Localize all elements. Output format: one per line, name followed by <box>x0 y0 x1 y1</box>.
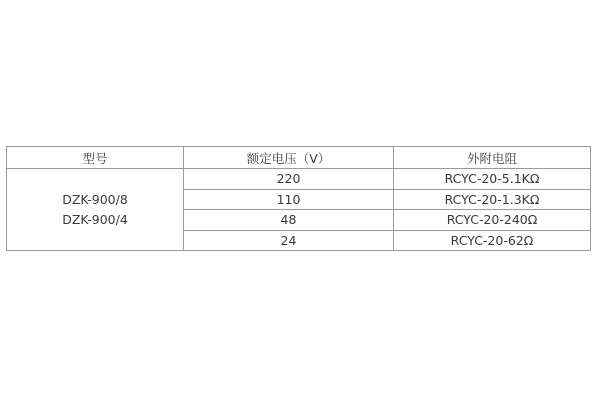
voltage-cell: 48 <box>184 210 394 231</box>
spec-table <box>6 146 591 251</box>
resistance-cell: RCYC-20-240Ω <box>394 210 591 231</box>
resistance-cell: RCYC-20-5.1KΩ <box>394 169 591 190</box>
table-header-row <box>7 147 591 169</box>
voltage-cell: 220 <box>184 169 394 190</box>
table-row <box>7 169 591 190</box>
header-rated-voltage: 额定电压（V） <box>184 147 394 169</box>
model-line-1: DZK-900/8 <box>62 191 128 207</box>
resistance-cell: RCYC-20-1.3KΩ <box>394 189 591 210</box>
header-external-resistance: 外附电阻 <box>394 147 591 169</box>
voltage-cell: 110 <box>184 189 394 210</box>
resistance-cell: RCYC-20-62Ω <box>394 230 591 251</box>
model-line-2: DZK-900/4 <box>62 211 128 227</box>
voltage-cell: 24 <box>184 230 394 251</box>
model-cell <box>7 169 184 251</box>
header-model: 型号 <box>7 147 184 169</box>
